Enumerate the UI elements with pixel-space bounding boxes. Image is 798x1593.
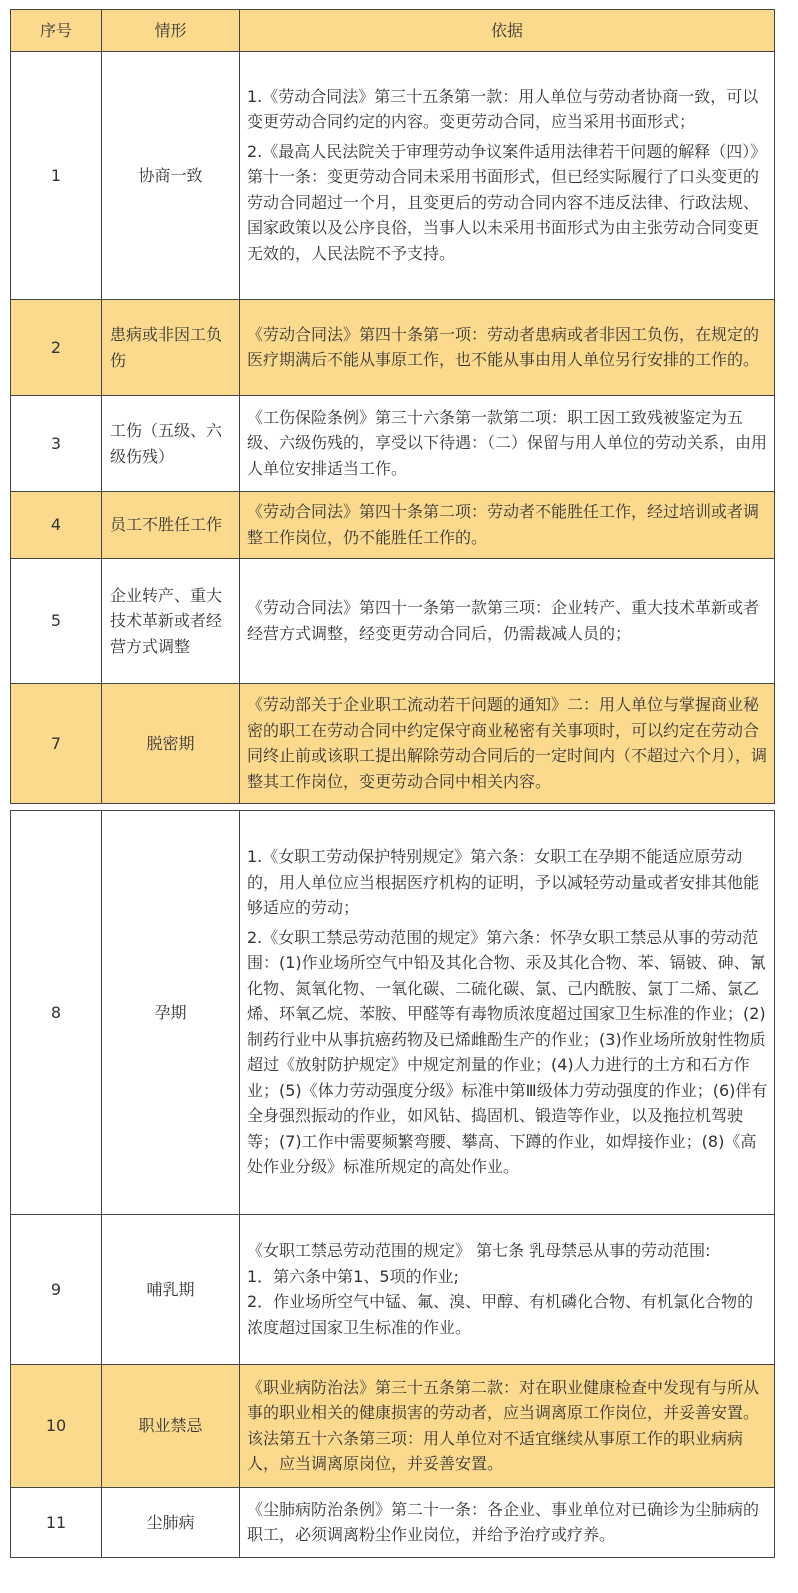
row-basis [240,1215,775,1365]
legal-basis-table [10,9,775,804]
row-number: 1 [11,52,102,300]
basis-paragraph: 《劳动合同法》第四十条第二项：劳动者不能胜任工作，经过培训或者调整工作岗位，仍不能胜任工作的。 [247,502,760,547]
basis-paragraph: 《工伤保险条例》第三十六条第一款第二项：职工因工致残被鉴定为五级、六级伤残的，享受以下待遇：（二）保留与用人单位的劳动关系，由用人单位安排适当工作。 [247,407,768,478]
row-number: 8 [11,811,102,1215]
row-situation: 职业禁忌 [102,1365,240,1488]
row-basis [240,300,775,396]
row-number: 7 [11,684,102,804]
row-number: 9 [11,1215,102,1365]
table-row [11,1215,775,1365]
row-basis [240,492,775,559]
basis-paragraph: 1．第六条中第1、5项的作业; [247,1266,459,1286]
row-number: 3 [11,396,102,492]
row-situation: 孕期 [102,811,240,1215]
row-basis [240,684,775,804]
row-number: 4 [11,492,102,559]
basis-paragraph: 1.《劳动合同法》第三十五条第一款：用人单位与劳动者协商一致，可以变更劳动合同约定的内容。变更劳动合同，应当采用书面形式； [247,86,759,132]
basis-paragraph: 2．作业场所空气中锰、氟、溴、甲醇、有机磷化合物、有机氯化合物的浓度超过国家卫生标准的作业。 [247,1292,754,1337]
row-situation: 尘肺病 [102,1488,240,1558]
row-number: 5 [11,559,102,684]
row-basis [240,559,775,684]
table-row [11,52,775,300]
basis-paragraph: 《尘肺病防治条例》第二十一条：各企业、事业单位对已确诊为尘肺病的职工，必须调离粉尘作业岗位，并给予治疗或疗养。 [247,1499,760,1544]
row-situation: 协商一致 [102,52,240,300]
row-basis [240,52,775,300]
table-row [11,559,775,684]
basis-paragraph: 《劳动合同法》第四十一条第一款第三项：企业转产、重大技术革新或者经营方式调整，经变更劳动合同后，仍需裁减人员的； [247,598,760,643]
table-row [11,684,775,804]
row-basis [240,1365,775,1488]
basis-paragraph: 2.《最高人民法院关于审理劳动争议案件适用法律若干问题的解释（四）》第十一条：变更劳动合同未采用书面形式，但已经实际履行了口头变更的劳动合同超过一个月，且变更后的劳动合同内容不违反法律、行政法规、国家政策以及公序良俗，当事人以未采用书面形式为由主张劳动合同变更无效的，人民法院不予支持。 [247,141,767,263]
basis-paragraph: 1.《女职工劳动保护特别规定》第六条：女职工在孕期不能适应原劳动的，用人单位应当根据医疗机构的证明，予以减轻劳动量或者安排其他能够适应的劳动； [247,847,760,918]
basis-paragraph: 《劳动部关于企业职工流动若干问题的通知》二：用人单位与掌握商业秘密的职工在劳动合同中约定保守商业秘密有关事项时，可以约定在劳动合同终止前或该职工提出解除劳动合同后的一定时间内（不超过六个月），调整其工作岗位，变更劳动合同中相关内容。 [247,695,768,791]
row-situation: 员工不胜任工作 [102,492,240,559]
basis-paragraph: 《女职工禁忌劳动范围的规定》 第七条 乳母禁忌从事的劳动范围: [247,1241,711,1260]
row-situation: 脱密期 [102,684,240,804]
table-row [11,396,775,492]
table-row [11,1488,775,1558]
table-row [11,492,775,559]
table-row [11,1365,775,1488]
header-situation: 情形 [102,10,240,52]
row-basis [240,811,775,1215]
row-basis [240,396,775,492]
row-number: 10 [11,1365,102,1488]
basis-paragraph: 2.《女职工禁忌劳动范围的规定》第六条：怀孕女职工禁忌从事的劳动范围：(1)作业场所空气中铅及其化合物、汞及其化合物、苯、镉铍、砷、氰化物、氮氧化物、一氧化碳、二硫化碳、氯、己内酰胺、氯丁二烯、氯乙烯、环氧乙烷、苯胺、甲醛等有毒物质浓度超过国家卫生标准的作业；(2)制药行业中从事抗癌药物及已烯雌酚生产的作业；(3)作业场所放射性物质超过《放射防护规定》中规定剂量的作业；(4)人力进行的土方和石方作业；(5)《体力劳动强度分级》标准中第Ⅲ级体力劳动强度的作业；(6)伴有全身强烈振动的作业，如风钻、捣固机、锻造等作业，以及拖拉机驾驶等；(7)工作中需要频繁弯腰、攀高、下蹲的作业，如焊接作业；(8)《高处作业分级》标准所规定的高处作业。 [247,927,768,1177]
row-situation: 哺乳期 [102,1215,240,1365]
header-number: 序号 [11,10,102,52]
row-situation: 患病或非因工负伤 [102,300,240,396]
row-situation: 工伤（五级、六级伤残） [102,396,240,492]
row-basis [240,1488,775,1558]
row-situation: 企业转产、重大技术革新或者经营方式调整 [102,559,240,684]
row-number: 2 [11,300,102,396]
table-header-row [11,10,775,52]
table-row [11,811,775,1215]
row-number: 11 [11,1488,102,1558]
header-basis: 依据 [240,10,775,52]
basis-paragraph: 《劳动合同法》第四十条第一项：劳动者患病或者非因工负伤，在规定的医疗期满后不能从事原工作，也不能从事由用人单位另行安排的工作的。 [247,324,760,369]
legal-basis-table-continued [10,810,775,1558]
basis-paragraph: 《职业病防治法》第三十五条第二款：对在职业健康检查中发现有与所从事的职业相关的健康损害的劳动者，应当调离原工作岗位，并妥善安置。该法第五十六条第三项：用人单位对不适宜继续从事原工作的职业病病人，应当调离原岗位，并妥善安置。 [247,1377,760,1473]
table-row [11,300,775,396]
